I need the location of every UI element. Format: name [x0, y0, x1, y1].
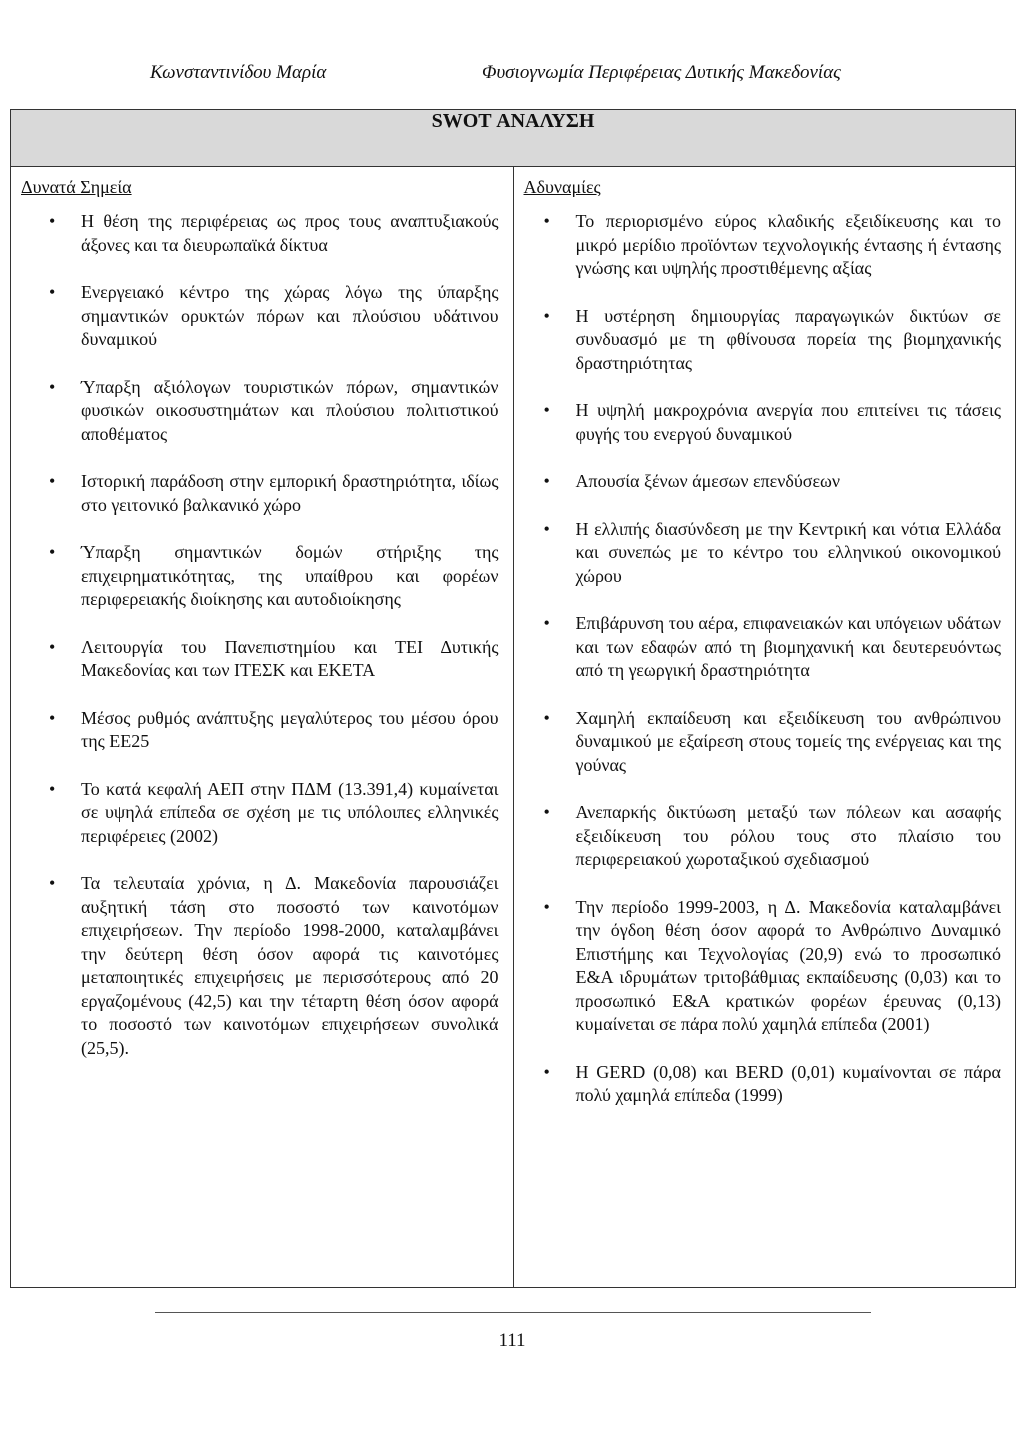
bullet-icon: • — [543, 518, 550, 539]
strengths-heading: Δυνατά Σημεία — [21, 177, 132, 197]
weaknesses-heading: Αδυναμίες — [523, 177, 601, 197]
list-item: • Ενεργειακό κέντρο της χώρας λόγω της ύπαρξης σημαντικών ορυκτών πόρων και πλούσιου υδάτινου δυναμικού — [49, 282, 499, 349]
bullet-icon: • — [543, 896, 550, 917]
bullet-icon: • — [543, 211, 550, 231]
list-item: • Ιστορική παράδοση στην εμπορική δραστηριότητα, ιδίως στο γειτονικό βαλκανικό χώρο — [49, 471, 499, 515]
list-item: • Η ελλιπής διασύνδεση με την Κεντρική και νότια Ελλάδα και συνεπώς με το κέντρο του ελληνικού οικονομικού χώρου — [543, 518, 1001, 586]
list-item: • Η υστέρηση δημιουργίας παραγωγικών δικτύων σε συνδυασμό με τη φθίνουσα πορεία της βιομηχανικής δραστηριότητας — [543, 305, 1001, 373]
header-author: Κωνσταντινίδου Μαρία — [150, 62, 327, 83]
bullet-icon: • — [543, 802, 550, 822]
list-item: • Η GERD (0,08) και BERD (0,01) κυμαίνονται σε πάρα πολύ χαμηλά επίπεδα (1999) — [543, 1061, 1001, 1105]
list-item: • Απουσία ξένων άμεσων επενδύσεων — [514, 470, 1016, 494]
bullet-icon: • — [49, 542, 56, 562]
swot-table — [10, 109, 1016, 1288]
bullet-icon: • — [543, 400, 550, 420]
list-item: • Την περίοδο 1999-2003, η Δ. Μακεδονία καταλαμβάνει την όγδοη θέση όσον αφορά το Ανθρώπινο Δυναμικό Επιστήμης και Τεχνολογίας (20,9) ενώ το προσωπικό Ε&Α ιδρυμάτων τριτοβάθμιας εκπαίδευσης (0,03) και το προσωπικό Ε&Α κρατικών φορέων έρευνας (0,13) κυμαίνεται σε πάρα πολύ χαμηλά επίπεδα (2001) — [543, 896, 1001, 1034]
bullet-icon: • — [49, 211, 56, 231]
bullet-icon: • — [543, 613, 550, 633]
list-item: • Η θέση της περιφέρειας ως προς τους αναπτυξιακούς άξονες και τα διευρωπαϊκά δίκτυα — [49, 211, 499, 255]
list-item: • Μέσος ρυθμός ανάπτυξης μεγαλύτερος του μέσου όρου της ΕΕ25 — [49, 707, 499, 751]
swot-table-title: SWOT ΑΝΑΛΥΣΗ — [11, 110, 1016, 167]
list-item: • Η υψηλή μακροχρόνια ανεργία που επιτείνει τις τάσεις φυγής του ενεργού δυναμικού — [543, 400, 1001, 444]
list-item: • Το κατά κεφαλή ΑΕΠ στην ΠΔΜ (13.391,4) κυμαίνεται σε υψηλά επίπεδα σε σχέση με τις υπόλοιπες ελληνικές περιφέρειες (2002) — [49, 778, 499, 846]
weaknesses-list — [514, 210, 1016, 1108]
bullet-icon: • — [543, 1061, 550, 1082]
page-number: 111 — [498, 1330, 526, 1351]
strengths-list — [11, 210, 513, 1060]
bullet-icon: • — [543, 305, 550, 326]
list-item: • Ύπαρξη αξιόλογων τουριστικών πόρων, σημαντικών φυσικών οικοσυστημάτων και πλούσιου πολιτιστικού αποθέματος — [49, 376, 499, 444]
header-document-title: Φυσιογνωμία Περιφέρειας Δυτικής Μακεδονίας — [482, 62, 841, 83]
bullet-icon: • — [543, 707, 550, 728]
list-item: • Λειτουργία του Πανεπιστημίου και ΤΕΙ Δυτικής Μακεδονίας και των ΙΤΕΣΚ και ΕΚΕΤΑ — [49, 636, 499, 680]
weaknesses-column — [513, 167, 1016, 1288]
bullet-icon: • — [49, 778, 56, 799]
strengths-column — [11, 167, 514, 1288]
list-item: • Επιβάρυνση του αέρα, επιφανειακών και υπόγειων υδάτων και των εδαφών από τη βιομηχανική και δευτερευόντως από τη γεωργική δραστηριότητα — [543, 613, 1001, 680]
list-item: • Ανεπαρκής δικτύωση μεταξύ των πόλεων και ασαφής εξειδίκευση του ρόλου τους στο πλαίσιο του περιφερειακού χωροταξικού σχεδιασμού — [543, 802, 1001, 869]
list-item: • Χαμηλή εκπαίδευση και εξειδίκευση του ανθρώπινου δυναμικού με εξαίρεση στους τομείς της ενέργειας και της γούνας — [543, 707, 1001, 775]
bullet-icon: • — [49, 707, 56, 728]
bullet-icon: • — [49, 376, 56, 397]
list-item: • Ύπαρξη σημαντικών δομών στήριξης της επιχειρηματικότητας, της υπαίθρου και φορέων περιφερειακής διοίκησης και αυτοδιοίκησης — [49, 542, 499, 609]
list-item: • Το περιορισμένο εύρος κλαδικής εξειδίκευσης και το μικρό μερίδιο προϊόντων τεχνολογικής έντασης ή έντασης γνώσης και υψηλής προστιθέμενης αξίας — [543, 211, 1001, 278]
footer-divider — [155, 1312, 871, 1313]
bullet-icon: • — [49, 471, 56, 491]
bullet-icon: • — [49, 873, 56, 893]
bullet-icon: • — [543, 471, 550, 491]
bullet-icon: • — [49, 282, 56, 302]
list-item: • Τα τελευταία χρόνια, η Δ. Μακεδονία παρουσιάζει αυξητική τάση στο ποσοστό των καινοτόμων επιχειρήσεων. Την περίοδο 1998-2000, καταλαμβάνει την δεύτερη θέση όσον αφορά τις καινοτόμες μεταποιητικές επιχειρήσεις με περισσότερους από 20 εργαζομένους (42,5) και την τέταρτη θέση όσον αφορά το ποσοστό των καινοτόμων επιχειρήσεων συνολικά (25,5). — [49, 873, 499, 1058]
bullet-icon: • — [49, 636, 56, 657]
